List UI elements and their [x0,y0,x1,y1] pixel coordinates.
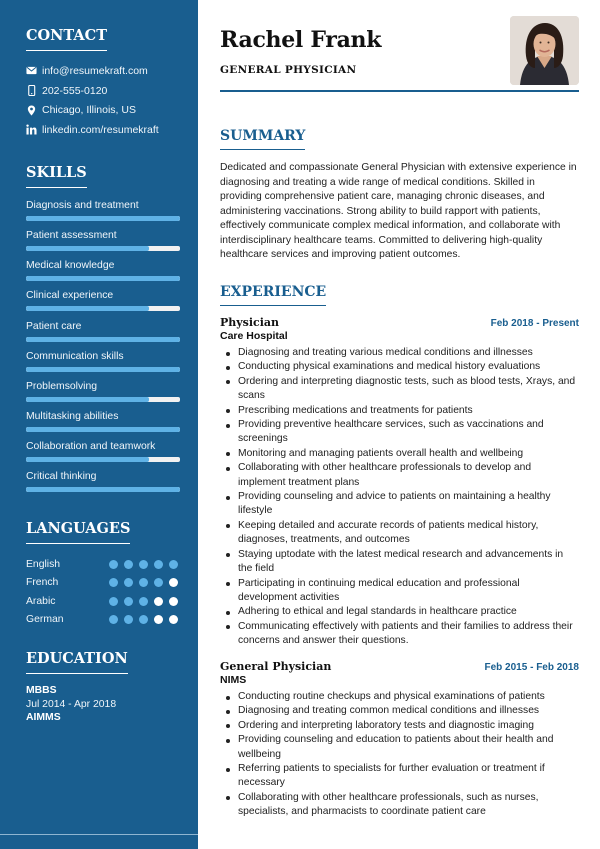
profile-photo-image [510,16,579,85]
list-item: Conducting routine checkups and physical examinations of patients [220,690,579,704]
skill-bar [26,337,180,342]
skill-bar-fill [26,276,180,281]
contact-list [26,61,180,140]
skill-label: Clinical experience [26,290,114,302]
job-bullets [220,690,579,820]
rating-dot [109,615,118,624]
rating-dot [124,597,133,606]
experience-heading: EXPERIENCE [220,284,326,306]
candidate-name: Rachel Frank [220,27,382,53]
rating-dot [139,560,148,569]
skill-bar-fill [26,427,180,432]
job-entry [220,316,579,649]
linkedin-text: linkedin.com/resumekraft [42,123,159,136]
list-item: Conducting physical examinations and medical history evaluations [220,360,579,374]
skill-label: Collaboration and teamwork [26,441,156,453]
skill-bar-fill [26,337,180,342]
skill-bar [26,487,180,492]
job-organization: Care Hospital [220,330,288,342]
education-dates: Jul 2014 - Apr 2018 [26,698,117,710]
language-rating [109,560,178,569]
language-item [26,556,178,574]
skill-bar [26,457,180,462]
language-rating [109,597,178,606]
rating-dot [169,578,178,587]
location-pin-icon [26,105,37,116]
job-role: General Physician [220,660,332,673]
rating-dot [109,597,118,606]
list-item: Collaborating with other healthcare professionals to develop and implement treatment plans [220,461,579,490]
sidebar-divider [0,834,198,835]
rating-dot [154,597,163,606]
skill-bar-fill [26,397,149,402]
skill-bar-fill [26,487,180,492]
list-item: Diagnosing and treating common medical conditions and illnesses [220,704,579,718]
list-item: Referring patients to specialists for further evaluation or treatment if necessary [220,762,579,791]
list-item: Keeping detailed and accurate records of patients medical history, diagnoses, treatments, and outcomes [220,519,579,548]
skill-item [26,321,180,351]
list-item: Adhering to ethical and legal standards in healthcare practice [220,605,579,619]
skill-label: Communication skills [26,350,124,362]
phone-text: 202-555-0120 [42,84,108,97]
header-divider [220,90,579,92]
skill-item [26,290,180,320]
job-role: Physician [220,316,280,329]
phone-icon [26,85,37,96]
contact-linkedin[interactable] [26,120,180,140]
skill-bar-fill [26,246,149,251]
language-name: English [26,559,61,571]
contact-location [26,100,180,120]
list-item: Participating in continuing medical education and professional development activities [220,577,579,606]
skill-bar [26,306,180,311]
sidebar [0,0,198,849]
skills-heading: SKILLS [26,164,87,188]
skill-item [26,441,180,471]
rating-dot [109,560,118,569]
list-item: Providing counseling and education to patients about their health and wellbeing [220,733,579,762]
skill-label: Medical knowledge [26,260,115,272]
list-item: Ordering and interpreting laboratory tests and diagnostic imaging [220,719,579,733]
linkedin-icon [26,124,37,135]
list-item: Staying uptodate with the latest medical research and advancements in the field [220,548,579,577]
skill-bar [26,246,180,251]
skill-item [26,411,180,441]
rating-dot [124,560,133,569]
skill-bar [26,276,180,281]
list-item: Monitoring and managing patients overall health and wellbeing [220,447,579,461]
education-entry [26,684,180,725]
rating-dot [139,615,148,624]
language-item [26,574,178,592]
skill-bar [26,367,180,372]
skill-item [26,471,180,501]
rating-dot [139,578,148,587]
skill-label: Critical thinking [26,471,97,483]
summary-text: Dedicated and compassionate General Physician with extensive experience in diagnosing and treating a wide range of medical conditions. Skilled in providing comprehensive patient care, managing chronic diseases, and administering vaccinations. Strong ability to build rapport with patients, effectively communicate complex medical information, and collaborate with interdisciplinary healthcare teams. Committed to delivering high-quality healthcare services and improving patient outcomes. [220,162,577,260]
rating-dot [124,578,133,587]
list-item: Ordering and interpreting diagnostic tests, such as blood tests, Xrays, and scans [220,375,579,404]
rating-dot [109,578,118,587]
languages-heading: LANGUAGES [26,520,130,544]
skill-item [26,230,180,260]
job-dates: Feb 2015 - Feb 2018 [484,662,579,673]
job-dates: Feb 2018 - Present [490,318,579,329]
language-name: German [26,613,64,625]
list-item: Collaborating with other healthcare professionals, such as nurses, specialists, and pharmacists to coordinate patient care [220,791,579,820]
language-item [26,592,178,610]
rating-dot [169,560,178,569]
skill-bar [26,216,180,221]
education-school: AIMMS [26,712,61,724]
skill-bar-fill [26,306,149,311]
rating-dot [154,578,163,587]
contact-email[interactable] [26,61,180,81]
language-item [26,610,178,628]
skill-bar [26,427,180,432]
list-item: Prescribing medications and treatments for patients [220,404,579,418]
skill-item [26,381,180,411]
education-heading: EDUCATION [26,650,128,674]
rating-dot [154,560,163,569]
language-rating [109,578,178,587]
list-item: Providing counseling and advice to patients on maintaining a healthy lifestyle [220,490,579,519]
rating-dot [169,615,178,624]
skill-label: Patient assessment [26,229,117,241]
profile-photo [510,16,579,85]
skill-item [26,260,180,290]
education-degree: MBBS [26,685,57,697]
rating-dot [139,597,148,606]
skill-bar-fill [26,457,149,462]
skill-item [26,351,180,381]
rating-dot [154,615,163,624]
language-name: Arabic [26,595,56,607]
summary-heading: SUMMARY [220,128,305,150]
candidate-title: GENERAL PHYSICIAN [220,64,357,76]
rating-dot [124,615,133,624]
list-item: Providing preventive healthcare services, such as vaccinations and screenings [220,418,579,447]
skill-item [26,200,180,230]
languages-list [26,556,180,629]
skill-bar-fill [26,367,180,372]
contact-phone[interactable] [26,81,180,101]
skill-label: Problemsolving [26,380,98,392]
list-item: Diagnosing and treating various medical conditions and illnesses [220,346,579,360]
skill-label: Diagnosis and treatment [26,199,139,211]
skill-label: Patient care [26,320,82,332]
job-organization: NIMS [220,674,247,686]
skill-bar-fill [26,216,180,221]
skill-bar [26,397,180,402]
job-entry [220,660,579,820]
language-name: French [26,577,59,589]
job-bullets [220,346,579,649]
language-rating [109,615,178,624]
location-text: Chicago, Illinois, US [42,104,136,117]
contact-heading: CONTACT [26,27,107,51]
rating-dot [169,597,178,606]
email-text: info@resumekraft.com [42,64,148,77]
mail-icon [26,65,37,76]
list-item: Communicating effectively with patients and their families to address their concerns and answer their questions. [220,620,579,649]
skill-label: Multitasking abilities [26,411,119,423]
skills-list [26,200,180,502]
